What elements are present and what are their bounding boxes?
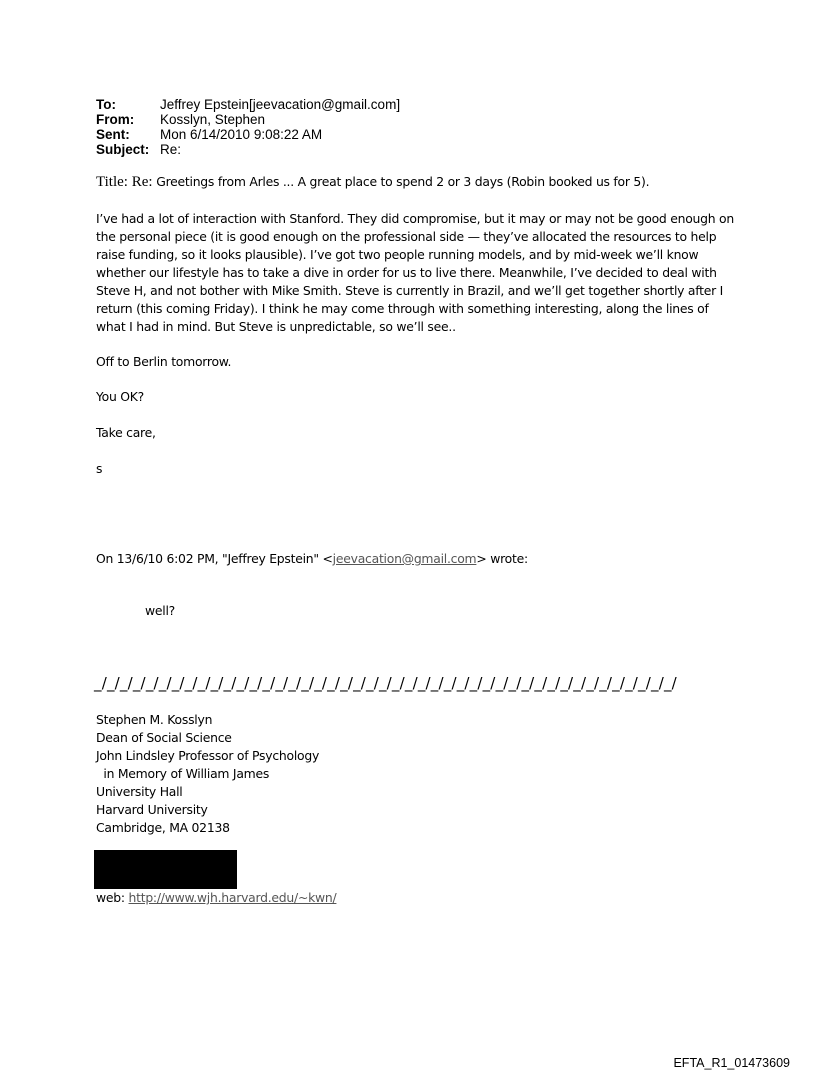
web-label: web:	[96, 890, 129, 905]
title-label: Title: Re:	[96, 174, 153, 190]
email-header	[96, 97, 400, 157]
body-line-you-ok: You OK?	[96, 389, 144, 404]
sent-label: Sent:	[96, 127, 130, 142]
to-row	[96, 97, 400, 112]
from-value: Kosslyn, Stephen	[160, 112, 266, 127]
body-line-signoff: s	[96, 461, 103, 476]
subject-row	[96, 142, 400, 157]
subject-value: Re:	[160, 142, 182, 157]
quote-header	[96, 550, 528, 568]
quote-header-suffix: > wrote:	[476, 551, 528, 566]
body-paragraph	[96, 210, 736, 336]
signature-line: Dean of Social Science	[96, 730, 232, 745]
from-label: From:	[96, 112, 135, 127]
signature-line: Cambridge, MA 02138	[96, 820, 230, 835]
from-row	[96, 112, 400, 127]
quote-header-prefix: On 13/6/10 6:02 PM, "Jeffrey Epstein" <	[96, 551, 333, 566]
title-text: Greetings from Arles ... A great place to spend 2 or 3 days (Robin booked us for 5).	[152, 174, 650, 189]
signature-line: Stephen M. Kosslyn	[96, 712, 213, 727]
signature-line: Harvard University	[96, 802, 208, 817]
signature-line: University Hall	[96, 784, 183, 799]
title-line	[96, 173, 736, 191]
subject-label: Subject:	[96, 142, 150, 157]
quoted-text: well?	[145, 603, 175, 618]
redaction-box	[94, 850, 237, 889]
document-id: EFTA_R1_01473609	[673, 1056, 790, 1070]
body-line-take-care: Take care,	[96, 425, 156, 440]
signature-line: in Memory of William James	[96, 766, 270, 781]
quote-email-link[interactable]: jeevacation@gmail.com	[332, 551, 477, 566]
to-label: To:	[96, 97, 116, 112]
body-line-berlin: Off to Berlin tomorrow.	[96, 354, 232, 369]
web-link[interactable]: http://www.wjh.harvard.edu/~kwn/	[128, 890, 337, 905]
sent-value: Mon 6/14/2010 9:08:22 AM	[160, 127, 323, 142]
signature-separator: _/_/_/_/_/_/_/_/_/_/_/_/_/_/_/_/_/_/_/_/_/_/_/_/_/_/_/_/_/_/_/_/_/_/_/_/_/_/_/_/_/_/_/_/_/	[94, 674, 677, 692]
body-paragraph-text: I’ve had a lot of interaction with Stanford. They did compromise, but it may or may not be good enough on the personal piece (it is good enough on the professional side — they’ve allocated the resources to help raise funding, so it looks plausible). I’ve got two people running models, and by mid-week we’ll know whether our lifestyle has to take a dive in order for us to live there. Meanwhile, I’ve decided to deal with Steve H, and not bother with Mike Smith. Steve is currently in Brazil, and we’ll get together shortly after I return (this coming Friday). I think he may come through with something interesting, along the lines of what I had in mind. But Steve is unpredictable, so we’ll see..	[96, 211, 734, 334]
web-line	[96, 890, 336, 905]
signature-line: John Lindsley Professor of Psychology	[96, 748, 320, 763]
signature-block	[96, 711, 319, 837]
to-value: Jeffrey Epstein[jeevacation@gmail.com]	[160, 97, 401, 112]
sent-row	[96, 127, 400, 142]
